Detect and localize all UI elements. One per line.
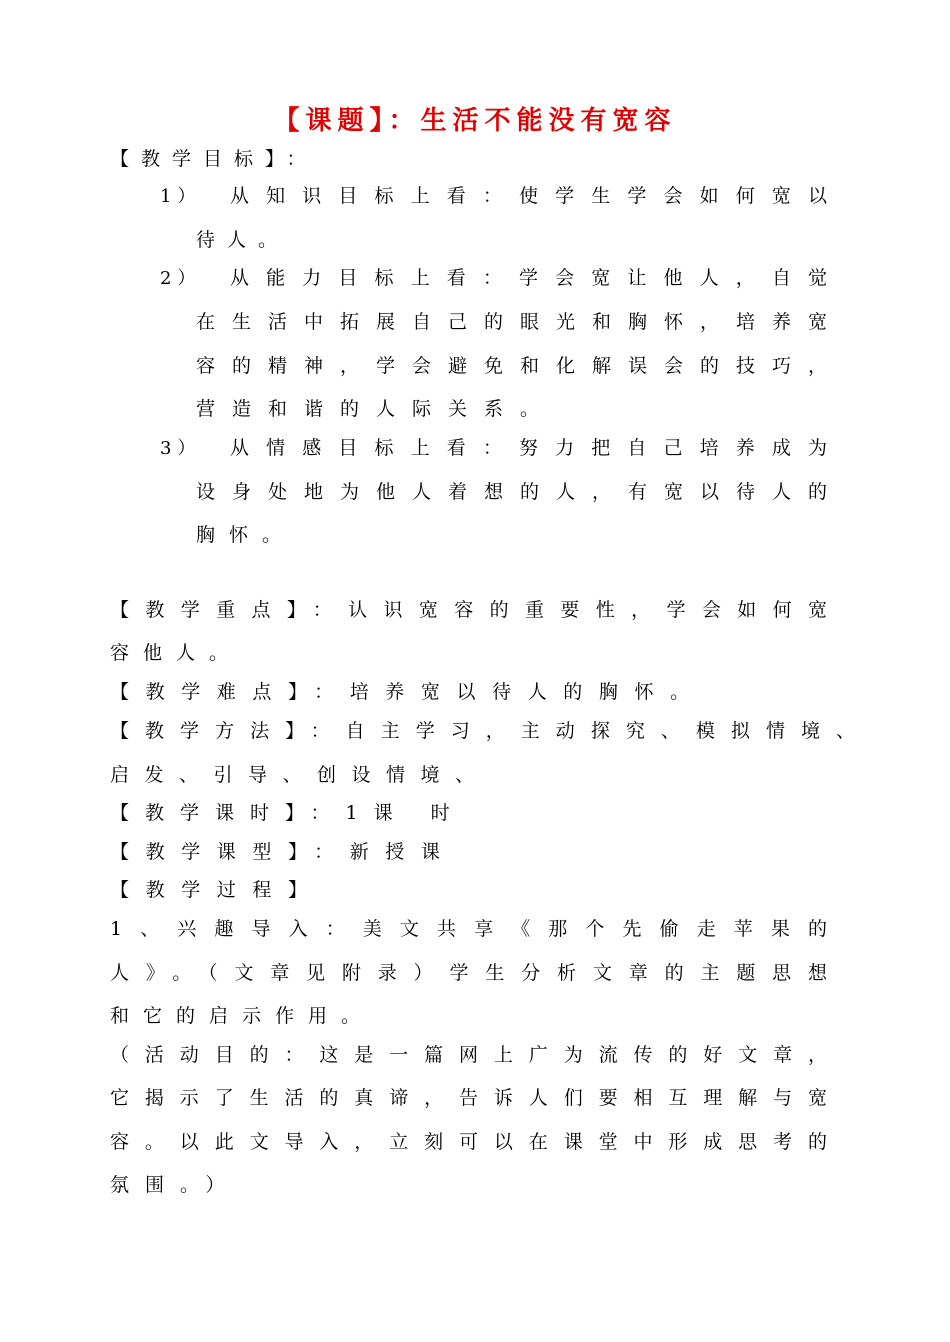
hours-line: 【教学课时】：1课 时	[110, 802, 466, 824]
goal-number: 3）	[160, 438, 202, 459]
activity-line: 氛围。）	[110, 1174, 241, 1196]
lesson-title: 【课题】：生活不能没有宽容	[273, 106, 677, 136]
goal-text-line: 营造和谐的人际关系。	[196, 398, 557, 420]
goal-number: 2）	[160, 268, 202, 289]
goal-text-line: 待人。	[196, 229, 290, 251]
goals-heading: 【教学目标】：	[110, 148, 318, 170]
activity-line: （活动目的：这是一篇网上广为流传的好文章，	[110, 1044, 827, 1066]
activity-line: 容。以此文导入，立刻可以在课堂中形成思考的	[110, 1131, 827, 1153]
goal-text-line: 从情感目标上看：努力把自己培养成为	[230, 437, 827, 459]
method-line: 启发、引导、创设情境、	[110, 764, 490, 786]
goal-text-line: 设身处地为他人着想的人，有宽以待人的	[196, 481, 827, 503]
key-point-line: 容他人。	[110, 642, 243, 664]
step1-line: 1、兴趣导入：美文共享《那个先偷走苹果的	[110, 918, 827, 940]
difficulty-line: 【教学难点】：培养宽以待人的胸怀。	[110, 681, 706, 703]
goal-text-line: 从能力目标上看：学会宽让他人，自觉	[230, 267, 827, 289]
key-point-line: 【教学重点】：认识宽容的重要性，学会如何宽	[110, 599, 827, 621]
process-heading: 【教学过程】	[110, 879, 324, 901]
goal-text-line: 容的精神，学会避免和化解误会的技巧，	[196, 355, 827, 377]
goal-text-line: 胸怀。	[196, 524, 296, 546]
step1-line: 人》。（文章见附录）学生分析文章的主题思想	[110, 962, 827, 984]
goal-number: 1）	[160, 186, 202, 207]
step1-line: 和它的启示作用。	[110, 1005, 375, 1027]
goal-text-line: 在生活中拓展自己的眼光和胸怀，培养宽	[196, 311, 827, 333]
method-line: 【教学方法】：自主学习，主动探究、模拟情境、	[110, 720, 855, 742]
type-line: 【教学课型】：新授课	[110, 841, 457, 863]
activity-line: 它揭示了生活的真谛，告诉人们要相互理解与宽	[110, 1087, 827, 1109]
goal-text-line: 从知识目标上看：使学生学会如何宽以	[230, 185, 827, 207]
